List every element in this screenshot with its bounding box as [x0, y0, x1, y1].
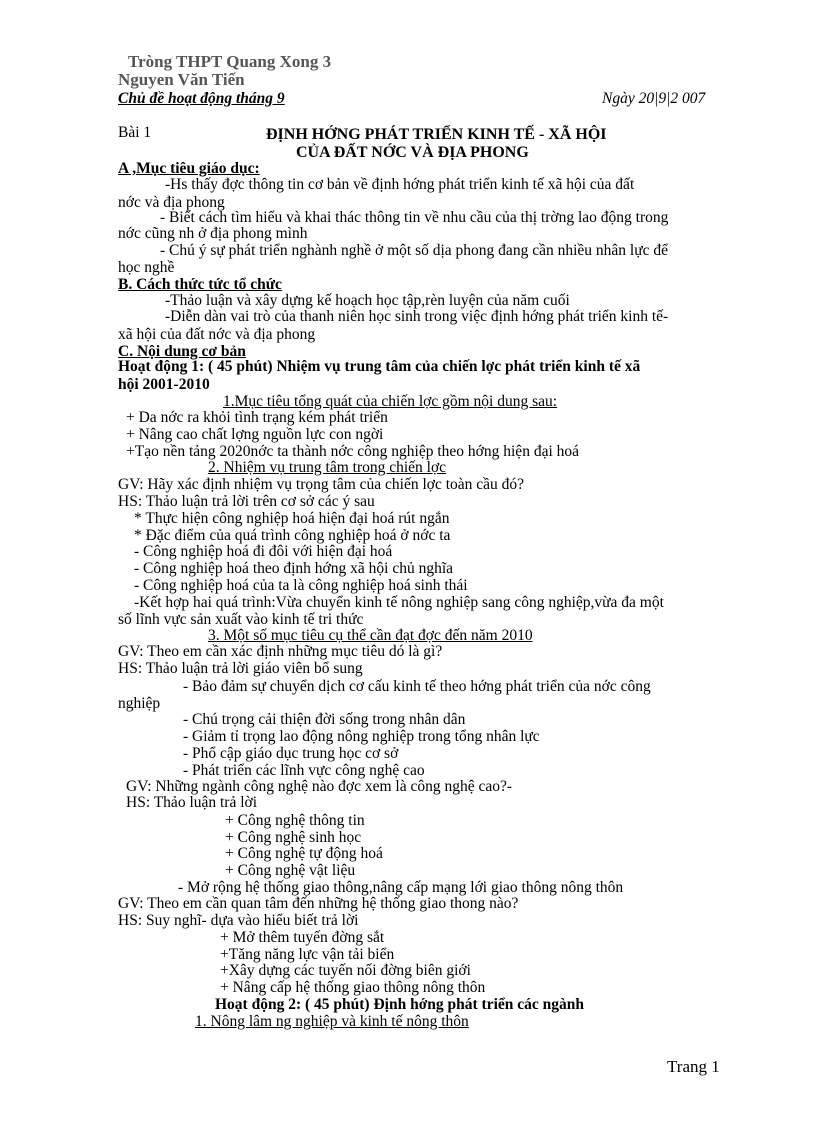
body-line: GV: Những ngành công nghệ nào đợc xem là công nghệ cao?-	[126, 778, 513, 795]
body-line: + Công nghệ vật liệu	[225, 862, 356, 879]
body-line: -Hs thấy đợc thông tin cơ bản về định hớng phát triển kinh tế xã hội của đất	[165, 176, 635, 193]
activity-heading: hội 2001-2010	[118, 376, 210, 393]
body-line: + Công nghệ sinh học	[225, 829, 362, 846]
body-line: + Nâng cao chất lợng nguồn lực con ngời	[126, 426, 384, 443]
school-name: Tròng THPT Quang Xong 3	[128, 52, 332, 71]
body-line: - Biết cách tìm hiểu và khai thác thông tin về nhu cầu của thị trờng lao động trong	[160, 209, 669, 226]
body-line: - Mở rộng hệ thống giao thông,nâng cấp mạng lới giao thông nông thôn	[178, 879, 624, 896]
body-line: - Giảm tỉ trọng lao động nông nghiệp trong tổng nhân lực	[183, 728, 540, 745]
body-line: nớc cũng nh ở địa phong mình	[118, 225, 308, 242]
lesson-number: Bài 1	[118, 124, 152, 141]
body-line: * Đặc điểm của quá trình công nghiệp hoá ở nớc ta	[134, 527, 451, 544]
body-line: nghiệp	[118, 695, 161, 712]
body-line: - Chú trọng cải thiện đời sống trong nhân dân	[183, 711, 466, 728]
body-line: - Công nghiệp hoá theo định hớng xã hội chủ nghĩa	[134, 560, 454, 577]
body-line: + Mở thêm tuyến đờng sắt	[220, 929, 385, 946]
body-line: HS: Suy nghĩ- dựa vào hiểu biết trả lời	[118, 912, 359, 929]
body-line: + Nâng cấp hệ thống giao thông nông thôn	[220, 979, 486, 996]
subsection-heading: 3. Một số mục tiêu cụ thể cần đạt đợc đến năm 2010	[208, 627, 533, 644]
body-line: xã hội của đất nớc và địa phong	[118, 326, 316, 343]
lesson-title-line1: ĐỊNH HỚNG PHÁT TRIỂN KINH TẾ - XÃ HỘI	[266, 126, 607, 143]
body-line: +Tạo nền tảng 2020nớc ta thành nớc công nghiệp theo hớng hiện đại hoá	[126, 443, 580, 460]
body-line: số lĩnh vực sản xuất vào kinh tế tri thức	[118, 611, 364, 628]
lesson-title-line2: CỦA ĐẤT NỚC VÀ ĐỊA PHONG	[296, 144, 529, 161]
subsection-heading: 2. Nhiệm vụ trung tâm trong chiến lợc	[208, 459, 447, 476]
body-line: HS: Thảo luận trả lời trên cơ sở các ý sau	[118, 493, 375, 510]
body-line: GV: Theo em cần quan tâm đến những hệ thống giao thong nào?	[118, 895, 519, 912]
topic-heading: Chủ đề hoạt động tháng 9	[118, 90, 285, 107]
body-line: +Xây dựng các tuyến nối đờng biên giới	[220, 962, 471, 979]
body-line: + Da nớc ra khỏi tình trạng kém phát triển	[126, 409, 388, 426]
body-line: - Phổ cập giáo dục trung học cơ sở	[183, 745, 399, 762]
body-line: học nghề	[118, 259, 175, 276]
body-line: - Chú ý sự phát triển nghành nghề ở một số dịa phong đang cần nhiều nhân lực để	[160, 242, 668, 259]
subsection-heading: 1.Mục tiêu tổng quát của chiến lợc gồm nội dung sau:	[223, 393, 558, 410]
section-heading: C. Nội dung cơ bản	[118, 343, 246, 360]
body-line: -Diễn dàn vai trò của thanh niên học sinh trong việc định hớng phát triển kinh tế-	[165, 308, 669, 325]
section-heading: A ,Mục tiêu giáo dục:	[118, 160, 260, 177]
author-name: Nguyen Văn Tiến	[118, 70, 245, 89]
body-line: - Bảo đảm sự chuyển dịch cơ cấu kinh tế theo hớng phát triển của nớc công	[183, 678, 651, 695]
document-date: Ngày 20|9|2 007	[602, 90, 706, 107]
subsection-heading: 1. Nông lâm ng nghiệp và kinh tế nông thôn	[195, 1013, 469, 1030]
section-heading: B. Cách thức tức tổ chức	[118, 276, 282, 293]
activity-heading: Hoạt động 1: ( 45 phút) Nhiệm vụ trung tâm của chiến lợc phát triển kinh tế xã	[118, 358, 641, 375]
body-line: -Kết hợp hai quá trình:Vừa chuyển kinh tế nông nghiệp sang công nghiệp,vừa đa một	[134, 594, 664, 611]
body-line: + Công nghệ thông tin	[225, 812, 365, 829]
body-line: - Công nghiệp hoá đi đôi với hiện đại hoá	[134, 543, 393, 560]
body-line: + Công nghệ tự động hoá	[225, 845, 383, 862]
page-number: Trang 1	[667, 1057, 720, 1076]
body-line: GV: Hãy xác định nhiệm vụ trọng tâm của chiến lợc toàn cầu đó?	[118, 476, 525, 493]
body-line: - Phát triển các lĩnh vực công nghệ cao	[183, 762, 425, 779]
body-line: HS: Thảo luận trả lời	[126, 794, 258, 811]
activity-heading: Hoạt động 2: ( 45 phút) Định hớng phát triển các ngành	[215, 996, 585, 1013]
body-line: * Thực hiện công nghiệp hoá hiện đại hoá rút ngắn	[134, 510, 450, 527]
body-line: - Công nghiệp hoá của ta là công nghiệp hoá sinh thái	[134, 577, 468, 594]
body-line: GV: Theo em cần xác định những mục tiêu dó là gì?	[118, 643, 443, 660]
body-line: -Thảo luận và xây dựng kế hoạch học tập,rèn luyện của năm cuối	[165, 292, 570, 309]
body-line: +Tăng năng lực vận tải biển	[220, 946, 395, 963]
body-line: nớc và địa phong	[118, 194, 225, 211]
body-line: HS: Thảo luận trả lời giáo viên bổ sung	[118, 660, 363, 677]
